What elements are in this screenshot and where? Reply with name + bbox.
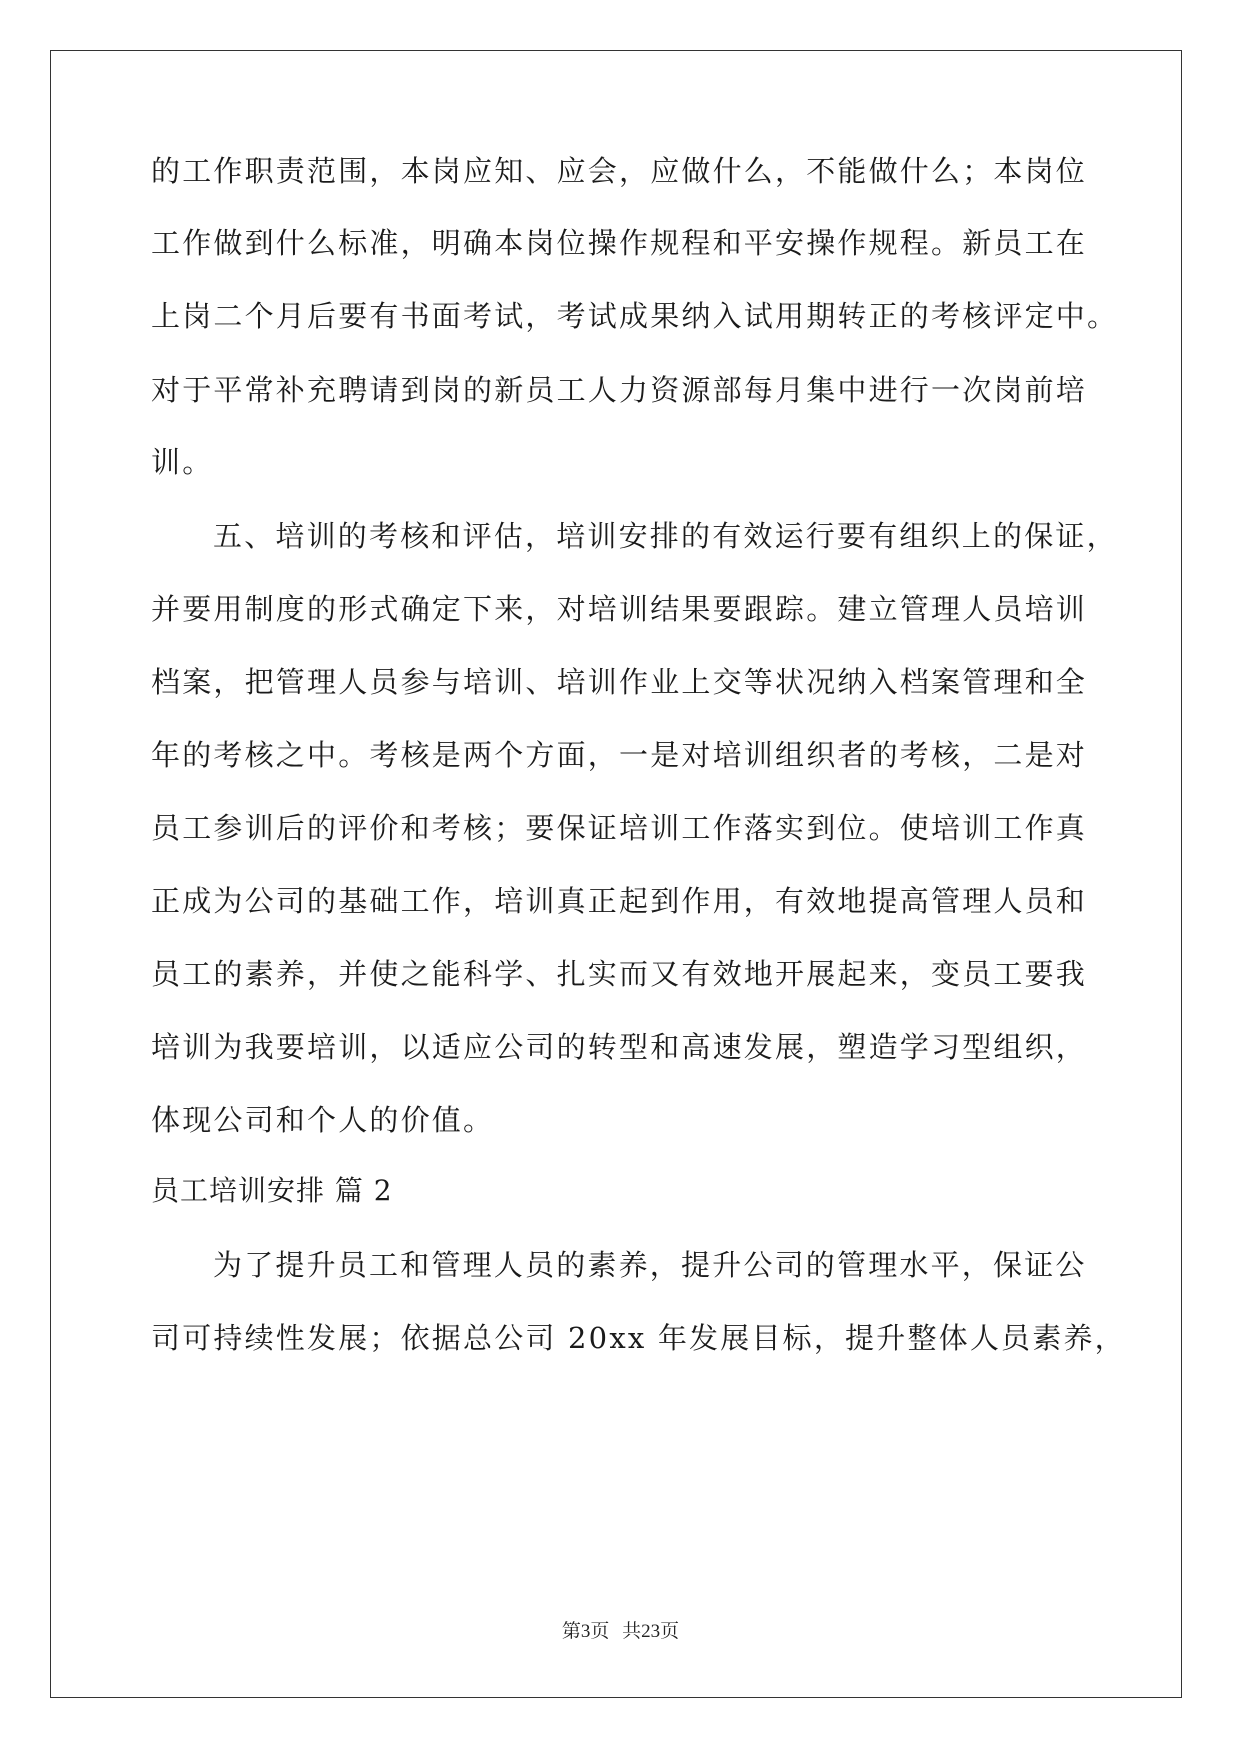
body-line: 员工参训后的评价和考核；要保证培训工作落实到位。使培训工作真	[151, 811, 1088, 845]
paragraph-start-line: 为了提升员工和管理人员的素养，提升公司的管理水平，保证公	[213, 1248, 1087, 1282]
page-border	[50, 50, 1182, 1698]
page-number: 第3页	[561, 1621, 610, 1642]
page-footer	[0, 1616, 1241, 1643]
page-total: 共23页	[622, 1621, 680, 1642]
body-line: 档案，把管理人员参与培训、培训作业上交等状况纳入档案管理和全	[151, 665, 1088, 699]
body-line: 并要用制度的形式确定下来，对培训结果要跟踪。建立管理人员培训	[151, 592, 1088, 626]
body-line: 司可持续性发展；依据总公司 20xx 年发展目标，提升整体人员素养，	[151, 1321, 1126, 1355]
body-line: 体现公司和个人的价值。	[151, 1103, 495, 1137]
section-heading: 员工培训安排 篇 2	[151, 1174, 393, 1207]
body-line: 训。	[151, 445, 214, 479]
body-line: 工作做到什么标准，明确本岗位操作规程和平安操作规程。新员工在	[151, 226, 1088, 260]
body-line: 员工的素养，并使之能科学、扎实而又有效地开展起来，变员工要我	[151, 957, 1088, 991]
paragraph-start-line: 五、培训的考核和评估，培训安排的有效运行要有组织上的保证，	[213, 519, 1118, 553]
body-line: 年的考核之中。考核是两个方面，一是对培训组织者的考核，二是对	[151, 738, 1088, 772]
body-line: 上岗二个月后要有书面考试，考试成果纳入试用期转正的考核评定中。	[151, 299, 1119, 333]
body-line: 正成为公司的基础工作，培训真正起到作用，有效地提高管理人员和	[151, 884, 1088, 918]
body-line: 对于平常补充聘请到岗的新员工人力资源部每月集中进行一次岗前培	[151, 373, 1088, 407]
body-line: 的工作职责范围，本岗应知、应会，应做什么，不能做什么；本岗位	[151, 154, 1088, 188]
body-line: 培训为我要培训，以适应公司的转型和高速发展，塑造学习型组织，	[151, 1030, 1088, 1064]
